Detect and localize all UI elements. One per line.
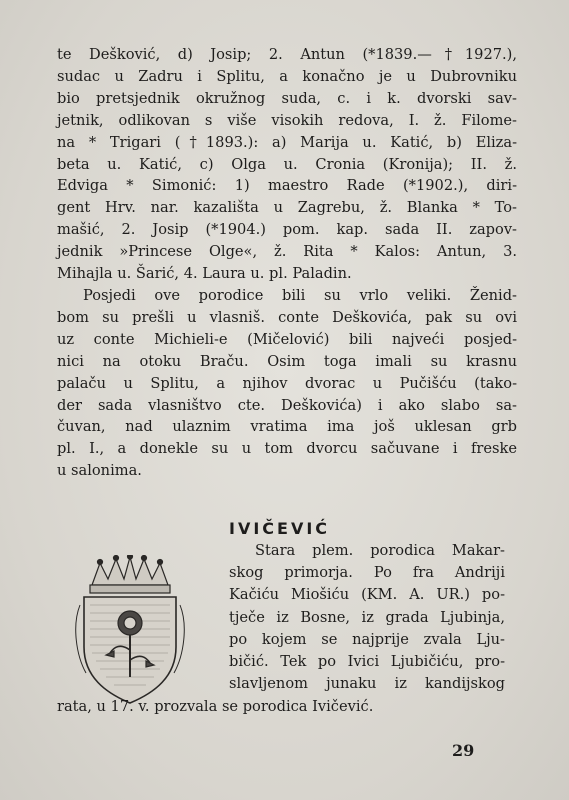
text-line: gent Hrv. nar. kazališta u Zagrebu, ž. Blanka * To-: [57, 199, 517, 217]
section-line: skog primorja. Po fra Andriji: [229, 564, 505, 582]
section-line: rata, u 17. v. prozvala se porodica Ivičević.: [57, 698, 374, 715]
text-line: nici na otoku Braču. Osim toga imali su krasnu: [57, 352, 517, 370]
paragraph-start-line: Posjedi ove porodice bili su vrlo veliki. Ženid-: [83, 286, 517, 304]
text-line: der sada vlasništvo cte. Deškovića) i ako slabo sa-: [57, 396, 517, 414]
page-number: 29: [452, 741, 475, 760]
text-line: bom su prešli u vlasniš. conte Deškovića, pak su ovi: [57, 308, 517, 326]
section-line: po kojem se najprije zvala Lju-: [229, 630, 505, 648]
text-line: uz conte Michieli-e (Mičelović) bili najveći posjed-: [57, 330, 517, 348]
text-line: Mihajla u. Šarić, 4. Laura u. pl. Paladin.: [57, 265, 352, 283]
text-line: bio pretsjednik okružnog suda, c. i k. dvorski sav-: [57, 89, 517, 107]
text-line: u salonima.: [57, 462, 142, 480]
section-line: slavljenom junaku iz kandijskog: [229, 675, 505, 693]
coat-of-arms-image: [70, 555, 190, 705]
section-line: Kačiću Miošiću (KM. A. UR.) po-: [229, 586, 505, 604]
text-line: mašić, 2. Josip (*1904.) pom. kap. sada II. zapov-: [57, 221, 517, 239]
section-line: bičić. Tek po Ivici Ljubičiću, pro-: [229, 653, 505, 671]
main-text: [57, 44, 517, 482]
text-line: pl. I., a donekle su u tom dvorcu sačuvane i freske: [57, 440, 517, 458]
section-line: tječe iz Bosne, iz grada Ljubinja,: [229, 608, 505, 626]
text-line: jetnik, odlikovan s više visokih redova, I. ž. Filome-: [57, 111, 517, 129]
section-text: [229, 540, 505, 695]
text-line: palaču u Splitu, a njihov dvorac u Pučišću (tako-: [57, 374, 517, 392]
section-heading: IVIČEVIĆ: [229, 519, 331, 538]
section-final-line: [57, 696, 505, 718]
text-line: čuvan, nad ulaznim vratima ima još uklesan grb: [57, 418, 517, 436]
text-line: beta u. Katić, c) Olga u. Cronia (Kronija); II. ž.: [57, 155, 517, 173]
section-line: Stara plem. porodica Makar-: [255, 542, 505, 559]
text-line: te Dešković, d) Josip; 2. Antun (*1839.—†1927.),: [57, 46, 517, 63]
text-line: Edviga * Simonić: 1) maestro Rade (*1902.), diri-: [57, 177, 517, 195]
text-line: jednik »Princese Olge«, ž. Rita * Kalos: Antun, 3.: [57, 243, 517, 261]
text-line: sudac u Zadru i Splitu, a konačno je u Dubrovniku: [57, 67, 517, 85]
text-line: na * Trigari (†1893.): a) Marija u. Katić, b) Eliza-: [57, 133, 517, 151]
